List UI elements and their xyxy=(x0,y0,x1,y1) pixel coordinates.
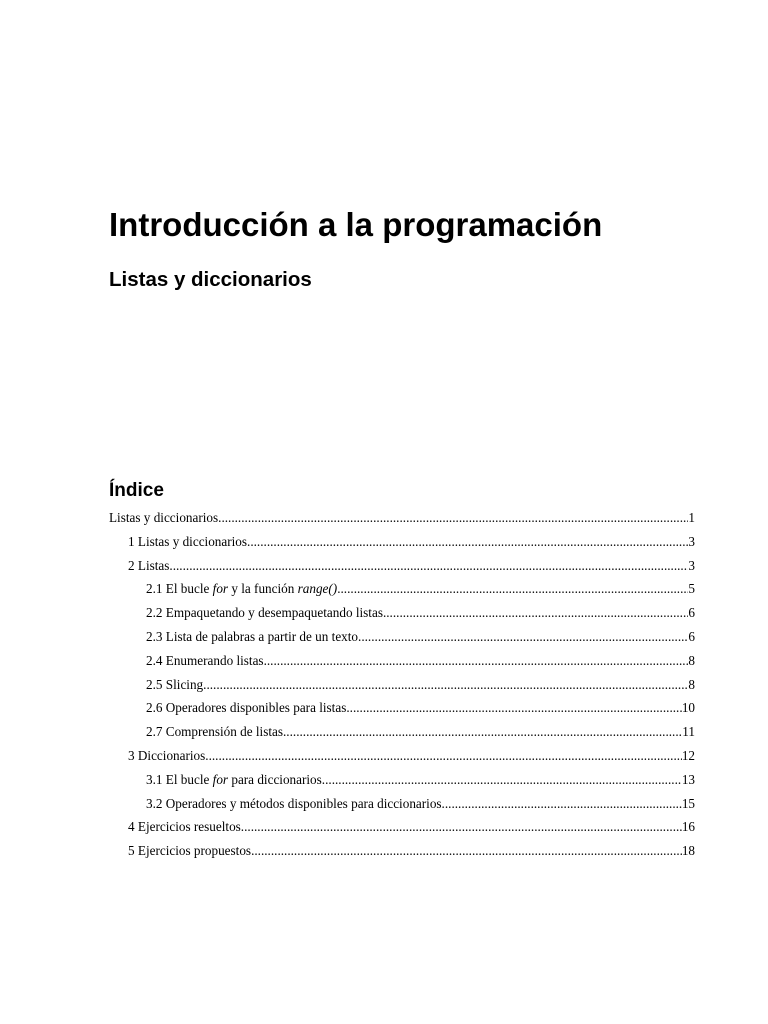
toc-entry-title xyxy=(146,768,322,792)
toc-entry-title-part: 2.3 Lista de palabras a partir de un texto xyxy=(146,628,359,644)
toc-entry-title xyxy=(128,839,251,863)
toc-entry-title xyxy=(146,720,283,744)
toc-page-number: 15 xyxy=(681,795,695,811)
toc-entry-title-italic: for xyxy=(212,771,229,787)
toc-page-number: 12 xyxy=(681,747,695,763)
toc-dot-leader xyxy=(442,792,682,816)
toc-entry-title-part: Listas y diccionarios xyxy=(109,510,219,525)
toc-entry-title-part: para diccionarios xyxy=(228,771,322,787)
toc-page-number: 11 xyxy=(682,724,695,740)
toc-entry-title-part: 2.2 Empaquetando y desempaquetando listas xyxy=(146,605,383,621)
toc-dot-leader xyxy=(218,506,688,530)
toc-entry-title-part: 1 Listas y diccionarios xyxy=(128,533,248,549)
toc-entry-title xyxy=(128,744,205,768)
toc-dot-leader xyxy=(169,554,688,578)
toc-entry[interactable] xyxy=(109,554,695,578)
toc-entry[interactable] xyxy=(109,649,695,673)
table-of-contents xyxy=(109,506,695,863)
toc-entry-title-part: 3.1 El bucle xyxy=(146,771,213,787)
toc-entry-title xyxy=(109,506,218,530)
toc-dot-leader xyxy=(247,530,688,554)
toc-entry-title-part: 3 Diccionarios xyxy=(128,747,206,763)
toc-entry-title xyxy=(146,673,203,697)
toc-entry-title xyxy=(146,792,442,816)
toc-page-number: 13 xyxy=(681,771,695,787)
document-subtitle: Listas y diccionarios xyxy=(109,268,312,291)
toc-dot-leader xyxy=(241,815,682,839)
toc-entry-title-italic: range() xyxy=(297,581,338,597)
toc-entry[interactable] xyxy=(109,696,695,720)
toc-dot-leader xyxy=(383,601,688,625)
toc-dot-leader xyxy=(337,577,688,601)
toc-page-number: 3 xyxy=(688,533,695,549)
toc-entry-title-part: 4 Ejercicios resueltos xyxy=(128,819,241,835)
toc-entry[interactable] xyxy=(109,625,695,649)
toc-entry-title xyxy=(146,601,383,625)
toc-entry-title xyxy=(146,649,264,673)
toc-entry-title xyxy=(128,530,247,554)
toc-entry[interactable] xyxy=(109,792,695,816)
toc-entry[interactable] xyxy=(109,744,695,768)
document-title: Introducción a la programación xyxy=(109,206,603,243)
toc-page-number: 16 xyxy=(681,819,695,835)
toc-page-number: 8 xyxy=(688,676,695,692)
toc-dot-leader xyxy=(264,649,689,673)
toc-page-number: 10 xyxy=(681,700,695,716)
toc-entry-title xyxy=(146,696,346,720)
toc-page-number: 6 xyxy=(688,605,695,621)
toc-dot-leader xyxy=(322,768,682,792)
toc-entry[interactable] xyxy=(109,601,695,625)
toc-entry-title xyxy=(128,815,241,839)
toc-page-number: 6 xyxy=(688,628,695,644)
toc-page-number: 8 xyxy=(688,652,695,668)
toc-page-number: 18 xyxy=(681,843,695,859)
toc-entry-title-part: 2.5 Slicing xyxy=(146,676,204,692)
toc-entry-title-part: 2.7 Comprensión de listas xyxy=(146,724,283,740)
toc-entry-title-part: 2.4 Enumerando listas xyxy=(146,652,264,668)
toc-entry[interactable] xyxy=(109,839,695,863)
toc-entry[interactable] xyxy=(109,506,695,530)
toc-entry-title xyxy=(146,577,337,601)
toc-page-number: 5 xyxy=(688,581,695,597)
toc-page-number: 3 xyxy=(688,557,695,573)
toc-page-number: 1 xyxy=(688,510,695,525)
toc-entry[interactable] xyxy=(109,720,695,744)
toc-entry[interactable] xyxy=(109,815,695,839)
toc-entry[interactable] xyxy=(109,673,695,697)
toc-entry[interactable] xyxy=(109,768,695,792)
toc-entry-title-part: 2.1 El bucle xyxy=(146,581,213,597)
toc-dot-leader xyxy=(205,744,682,768)
toc-entry-title-part: y la función xyxy=(228,581,298,597)
toc-entry-title-italic: for xyxy=(212,581,229,597)
toc-entry[interactable] xyxy=(109,577,695,601)
toc-entry[interactable] xyxy=(109,530,695,554)
toc-entry-title xyxy=(146,625,358,649)
toc-entry-title-part: 2.6 Operadores disponibles para listas xyxy=(146,700,347,716)
toc-entry-title xyxy=(128,554,169,578)
toc-dot-leader xyxy=(251,839,682,863)
toc-entry-title-part: 3.2 Operadores y métodos disponibles para diccionarios xyxy=(146,795,442,811)
toc-entry-title-part: 5 Ejercicios propuestos xyxy=(128,843,252,859)
toc-heading: Índice xyxy=(109,480,164,501)
toc-dot-leader xyxy=(283,720,682,744)
toc-dot-leader xyxy=(346,696,681,720)
toc-dot-leader xyxy=(203,673,688,697)
toc-entry-title-part: 2 Listas xyxy=(128,557,170,573)
toc-dot-leader xyxy=(358,625,688,649)
